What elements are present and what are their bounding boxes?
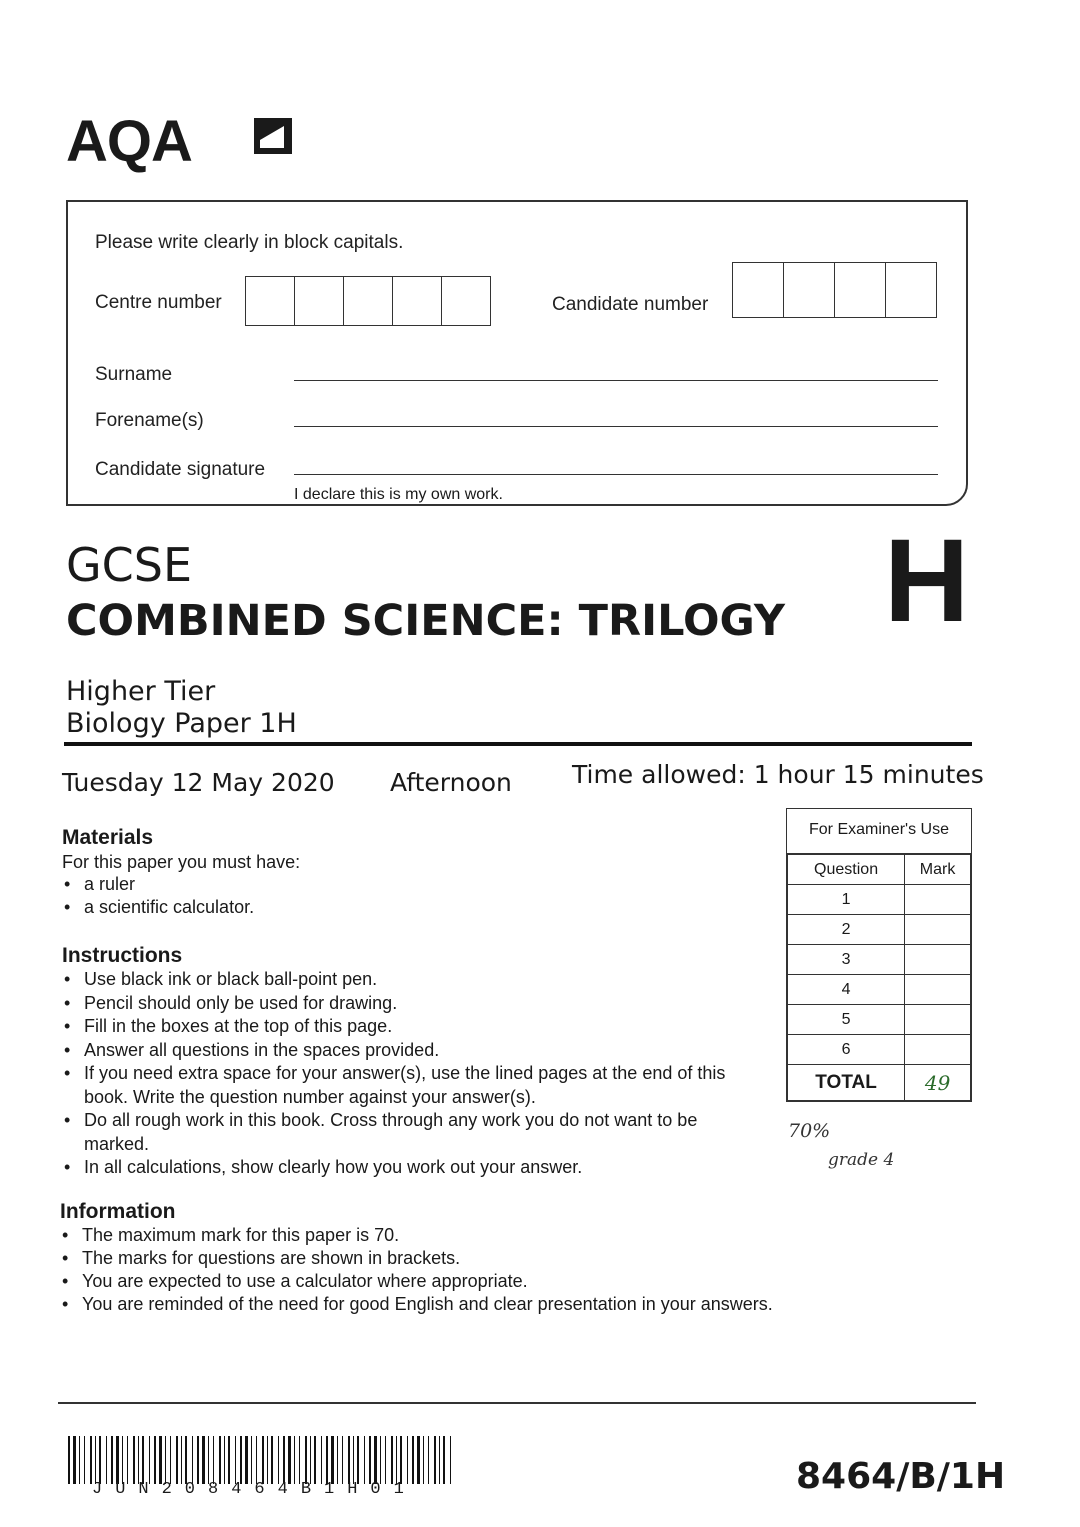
barcode-bar bbox=[407, 1436, 408, 1484]
subject-title: COMBINED SCIENCE: TRILOGY bbox=[66, 596, 786, 646]
instructions-section bbox=[62, 944, 762, 1180]
list-item: • Fill in the boxes at the top of this page. bbox=[62, 1015, 762, 1039]
centre-number-box[interactable] bbox=[295, 277, 344, 325]
mark-column-header: Mark bbox=[905, 855, 971, 885]
barcode-bar bbox=[90, 1436, 92, 1484]
question-number: 5 bbox=[788, 1005, 905, 1035]
list-item: • The maximum mark for this paper is 70. bbox=[60, 1224, 900, 1247]
list-item: • In all calculations, show clearly how you work out your answer. bbox=[62, 1156, 762, 1180]
signature-field[interactable] bbox=[294, 474, 938, 475]
barcode-bar bbox=[450, 1436, 451, 1484]
examiner-use-heading: For Examiner's Use bbox=[787, 809, 971, 854]
barcode-bar bbox=[251, 1436, 252, 1484]
handwritten-grade: grade 4 bbox=[828, 1150, 895, 1170]
barcode-bar bbox=[170, 1436, 171, 1484]
barcode-bar bbox=[228, 1436, 230, 1484]
barcode-bar bbox=[127, 1436, 128, 1484]
list-item: • Answer all questions in the spaces provided. bbox=[62, 1039, 762, 1063]
barcode-bar bbox=[428, 1436, 429, 1484]
barcode-bar bbox=[299, 1436, 300, 1484]
barcode-bar bbox=[185, 1436, 187, 1484]
materials-section bbox=[62, 826, 762, 919]
list-item: • You are expected to use a calculator where appropriate. bbox=[60, 1270, 900, 1293]
barcode-bar bbox=[79, 1436, 80, 1484]
mark-cell[interactable] bbox=[905, 915, 971, 945]
list-item: • You are reminded of the need for good English and clear presentation in your answers. bbox=[60, 1293, 900, 1316]
exam-date: Tuesday 12 May 2020 bbox=[62, 768, 335, 797]
barcode-bar bbox=[208, 1436, 209, 1484]
tier-letter: H bbox=[884, 515, 970, 647]
barcode-bar bbox=[235, 1436, 236, 1484]
barcode-bar bbox=[417, 1436, 420, 1484]
barcode-bar bbox=[364, 1436, 365, 1484]
barcode-bar bbox=[202, 1436, 205, 1484]
examiner-use-table bbox=[786, 808, 972, 1102]
barcode-bar bbox=[245, 1436, 248, 1484]
barcode-bar bbox=[111, 1436, 113, 1484]
centre-number-box[interactable] bbox=[344, 277, 393, 325]
list-item: • Do all rough work in this book. Cross through any work you do not want to be marked. bbox=[62, 1109, 762, 1156]
barcode-bar bbox=[159, 1436, 162, 1484]
materials-heading: Materials bbox=[62, 826, 154, 849]
barcode-bar bbox=[423, 1436, 424, 1484]
total-label: TOTAL bbox=[788, 1065, 905, 1101]
barcode-bar bbox=[99, 1436, 101, 1484]
signature-label: Candidate signature bbox=[95, 459, 266, 480]
barcode-bar bbox=[321, 1436, 322, 1484]
barcode-bar bbox=[256, 1436, 257, 1484]
candidate-number-box[interactable] bbox=[835, 263, 886, 317]
candidate-number-boxes[interactable] bbox=[732, 262, 937, 318]
barcode-bar bbox=[73, 1436, 76, 1484]
list-item: • a scientific calculator. bbox=[62, 896, 762, 919]
centre-number-label: Centre number bbox=[95, 292, 222, 313]
barcode-bar bbox=[374, 1436, 377, 1484]
barcode-bar bbox=[197, 1436, 199, 1484]
barcode-bar bbox=[262, 1436, 264, 1484]
barcode-bar bbox=[138, 1436, 139, 1484]
barcode-bar bbox=[348, 1436, 350, 1484]
barcode bbox=[68, 1436, 454, 1484]
barcode-bar bbox=[396, 1436, 397, 1484]
barcode-bar bbox=[288, 1436, 291, 1484]
qualification-title: GCSE bbox=[66, 538, 193, 592]
centre-number-boxes[interactable] bbox=[245, 276, 491, 326]
tier-name: Higher Tier bbox=[66, 676, 216, 707]
mark-cell[interactable] bbox=[905, 1035, 971, 1065]
barcode-bar bbox=[122, 1436, 123, 1484]
barcode-bar bbox=[142, 1436, 144, 1484]
centre-number-box[interactable] bbox=[442, 277, 490, 325]
barcode-bar bbox=[283, 1436, 285, 1484]
mark-cell[interactable] bbox=[905, 1005, 971, 1035]
surname-label: Surname bbox=[95, 364, 173, 385]
barcode-bar bbox=[181, 1436, 182, 1484]
time-allowed: Time allowed: 1 hour 15 minutes bbox=[572, 760, 984, 789]
barcode-bar bbox=[400, 1436, 402, 1484]
barcode-bar bbox=[213, 1436, 214, 1484]
barcode-bar bbox=[106, 1436, 107, 1484]
candidate-number-box[interactable] bbox=[733, 263, 784, 317]
barcode-bar bbox=[305, 1436, 307, 1484]
barcode-bar bbox=[331, 1436, 334, 1484]
list-item: • If you need extra space for your answer(s), use the lined pages at the end of this book. Write the question number against your answer(s). bbox=[62, 1062, 762, 1109]
barcode-bar bbox=[267, 1436, 268, 1484]
materials-intro: For this paper you must have: bbox=[62, 852, 301, 872]
information-section bbox=[60, 1200, 900, 1316]
mark-cell[interactable] bbox=[905, 975, 971, 1005]
candidate-number-box[interactable] bbox=[784, 263, 835, 317]
barcode-bar bbox=[326, 1436, 328, 1484]
barcode-text: JUN208464B1H01 bbox=[92, 1480, 417, 1499]
barcode-bar bbox=[369, 1436, 371, 1484]
question-number: 3 bbox=[788, 945, 905, 975]
paper-code: 8464/B/1H bbox=[796, 1456, 1006, 1497]
aqa-logo: AQA bbox=[66, 109, 192, 174]
footer-divider bbox=[58, 1402, 976, 1404]
barcode-bar bbox=[412, 1436, 414, 1484]
list-item: • Use black ink or black ball-point pen. bbox=[62, 968, 762, 992]
barcode-bar bbox=[133, 1436, 135, 1484]
barcode-bar bbox=[391, 1436, 393, 1484]
barcode-bar bbox=[149, 1436, 150, 1484]
barcode-bar bbox=[357, 1436, 359, 1484]
list-item: • The marks for questions are shown in brackets. bbox=[60, 1247, 900, 1270]
candidate-number-box[interactable] bbox=[886, 263, 936, 317]
barcode-bar bbox=[176, 1436, 178, 1484]
barcode-bar bbox=[310, 1436, 311, 1484]
barcode-bar bbox=[380, 1436, 381, 1484]
question-column-header: Question bbox=[788, 855, 905, 885]
centre-number-box[interactable] bbox=[393, 277, 442, 325]
total-value[interactable]: 49 bbox=[905, 1065, 971, 1101]
barcode-bar bbox=[314, 1436, 316, 1484]
question-number: 6 bbox=[788, 1035, 905, 1065]
barcode-bar bbox=[271, 1436, 273, 1484]
handwritten-percent: 70% bbox=[788, 1120, 831, 1142]
surname-field[interactable] bbox=[294, 380, 938, 381]
barcode-bar bbox=[116, 1436, 119, 1484]
forename-field[interactable] bbox=[294, 426, 938, 427]
barcode-bar bbox=[342, 1436, 343, 1484]
aqa-logo-mark-icon bbox=[250, 114, 296, 158]
paper-name: Biology Paper 1H bbox=[66, 708, 297, 739]
barcode-bar bbox=[240, 1436, 242, 1484]
barcode-bar bbox=[439, 1436, 440, 1484]
barcode-bar bbox=[278, 1436, 279, 1484]
question-number: 1 bbox=[788, 885, 905, 915]
barcode-bar bbox=[219, 1436, 221, 1484]
list-item: • a ruler bbox=[62, 873, 762, 896]
barcode-bar bbox=[224, 1436, 225, 1484]
barcode-bar bbox=[434, 1436, 436, 1484]
exam-session: Afternoon bbox=[390, 768, 512, 797]
forename-label: Forename(s) bbox=[95, 410, 204, 431]
barcode-bar bbox=[294, 1436, 295, 1484]
centre-number-box[interactable] bbox=[246, 277, 295, 325]
question-number: 2 bbox=[788, 915, 905, 945]
barcode-bar bbox=[84, 1436, 85, 1484]
barcode-bar bbox=[192, 1436, 193, 1484]
candidate-number-label: Candidate number bbox=[552, 294, 709, 315]
barcode-bar bbox=[95, 1436, 96, 1484]
block-capitals-instruction: Please write clearly in block capitals. bbox=[95, 232, 404, 253]
list-item: • Pencil should only be used for drawing. bbox=[62, 992, 762, 1016]
barcode-bar bbox=[443, 1436, 445, 1484]
declaration-text: I declare this is my own work. bbox=[294, 486, 503, 503]
barcode-bar bbox=[68, 1436, 70, 1484]
barcode-bar bbox=[385, 1436, 386, 1484]
mark-cell[interactable] bbox=[905, 945, 971, 975]
instructions-heading: Instructions bbox=[62, 944, 183, 967]
title-divider bbox=[64, 742, 972, 746]
mark-cell[interactable] bbox=[905, 885, 971, 915]
question-number: 4 bbox=[788, 975, 905, 1005]
barcode-bar bbox=[154, 1436, 156, 1484]
barcode-bar bbox=[337, 1436, 338, 1484]
barcode-bar bbox=[165, 1436, 166, 1484]
barcode-bar bbox=[353, 1436, 354, 1484]
information-heading: Information bbox=[60, 1200, 176, 1223]
